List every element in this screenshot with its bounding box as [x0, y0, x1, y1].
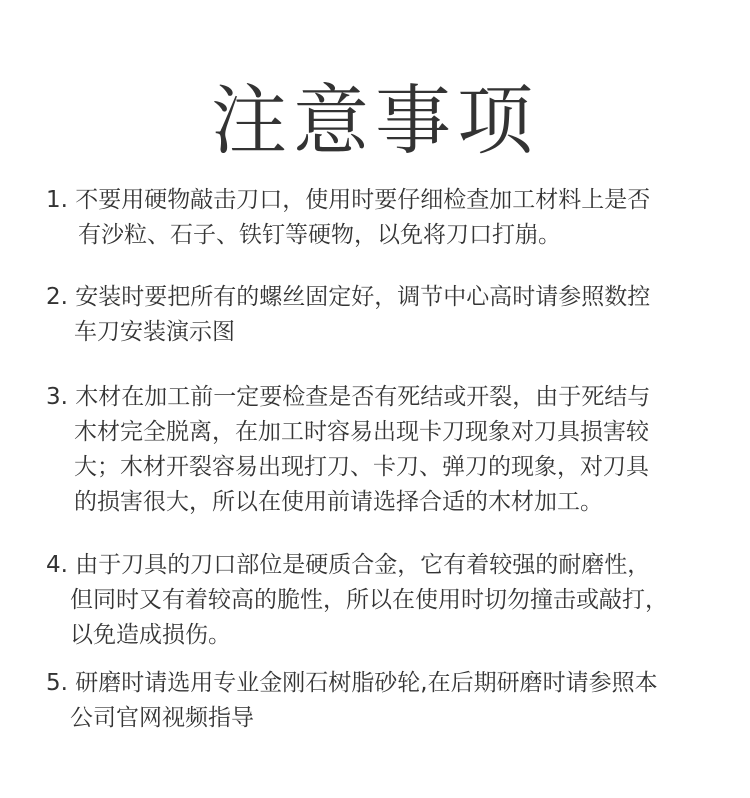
note-3-line-2: 木材完全脱离，在加工时容易出现卡刀现象对刀具损害较	[74, 419, 649, 445]
page-title: 注意事项	[211, 75, 539, 165]
note-2-line-2: 车刀安装演示图	[74, 319, 235, 345]
note-item-3	[46, 380, 706, 520]
note-4-line-1: 4. 由于刀具的刀口部位是硬质合金，它有着较强的耐磨性，	[46, 552, 651, 578]
note-4-line-3: 以免造成损伤。	[70, 622, 231, 648]
note-item-2	[46, 280, 706, 350]
note-1-line-2: 有沙粒、石子、铁钉等硬物，以免将刀口打崩。	[78, 222, 561, 248]
note-item-5	[46, 666, 706, 736]
note-item-4	[46, 548, 706, 653]
note-2-line-1: 2. 安装时要把所有的螺丝固定好，调节中心高时请参照数控	[46, 284, 651, 310]
note-1-line-1: 1. 不要用硬物敲击刀口，使用时要仔细检查加工材料上是否	[46, 187, 651, 213]
note-3-line-4: 的损害很大，所以在使用前请选择合适的木材加工。	[74, 489, 603, 515]
note-3-line-3: 大；木材开裂容易出现打刀、卡刀、弹刀的现象，对刀具	[74, 454, 649, 480]
note-item-1	[46, 183, 706, 253]
note-4-line-2: 但同时又有着较高的脆性，所以在使用时切勿撞击或敲打，	[70, 587, 668, 613]
note-5-line-2: 公司官网视频指导	[70, 705, 254, 731]
note-5-line-1: 5. 研磨时请选用专业金刚石树脂砂轮,在后期研磨时请参照本	[46, 670, 658, 696]
note-3-line-1: 3. 木材在加工前一定要检查是否有死结或开裂，由于死结与	[46, 384, 651, 410]
